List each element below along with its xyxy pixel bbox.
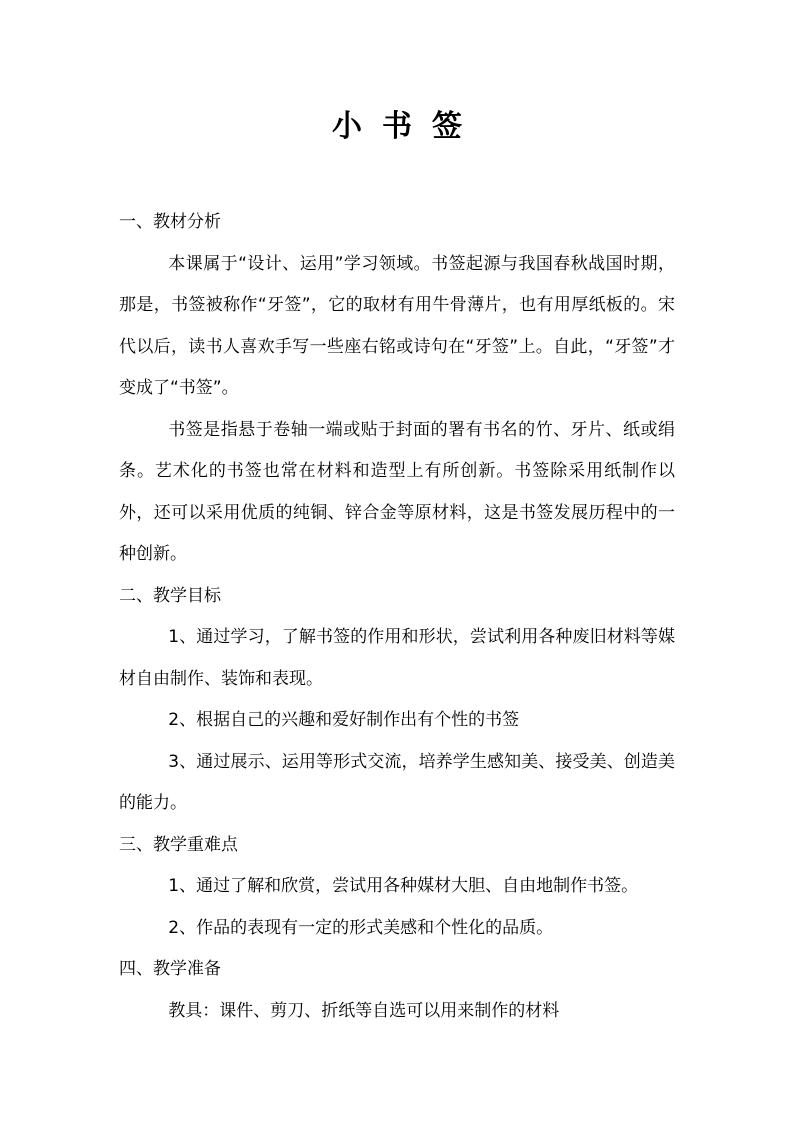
objective-item: 1、通过学习，了解书签的作用和形状，尝试利用各种废旧材料等媒材自由制作、装饰和表现。 (119, 627, 675, 689)
section-heading: 三、教学重难点 (119, 834, 238, 855)
section-heading: 二、教学目标 (119, 585, 221, 606)
section-key-difficult-points (119, 825, 675, 950)
body-paragraph: 书签是指悬于卷轴一端或贴于封面的署有书名的竹、牙片、纸或绢条。艺术化的书签也常在材料和造型上有所创新。书签除采用纸制作以外，还可以采用优质的纯铜、锌合金等原材料，这是书签发展历程中的一种创新。 (119, 419, 675, 564)
body-paragraph: 本课属于“设计、运用”学习领域。书签起源与我国春秋战国时期，那是，书签被称作“牙签”，它的取材有用牛骨薄片，也有用厚纸板的。宋代以后，读书人喜欢手写一些座右铭或诗句在“牙签”上。自此，“牙签”才变成了“书签”。 (119, 253, 675, 398)
key-point-item: 2、作品的表现有一定的形式美感和个性化的品质。 (168, 917, 554, 938)
document-body (119, 202, 675, 1032)
section-teaching-preparation (119, 949, 675, 1032)
document-title: 小书签 (332, 109, 482, 144)
section-teaching-objectives (119, 576, 675, 825)
key-point-item: 1、通过了解和欣赏，尝试用各种媒材大胆、自由地制作书签。 (168, 876, 639, 896)
section-heading: 一、教材分析 (119, 212, 221, 232)
preparation-item: 教具：课件、剪刀、折纸等自选可以用来制作的材料 (168, 1000, 560, 1021)
objective-item: 3、通过展示、运用等形式交流，培养学生感知美、接受美、创造美的能力。 (119, 751, 675, 813)
section-teaching-material-analysis (119, 202, 675, 576)
section-heading: 四、教学准备 (119, 959, 221, 979)
objective-item: 2、根据自己的兴趣和爱好制作出有个性的书签 (168, 710, 520, 730)
